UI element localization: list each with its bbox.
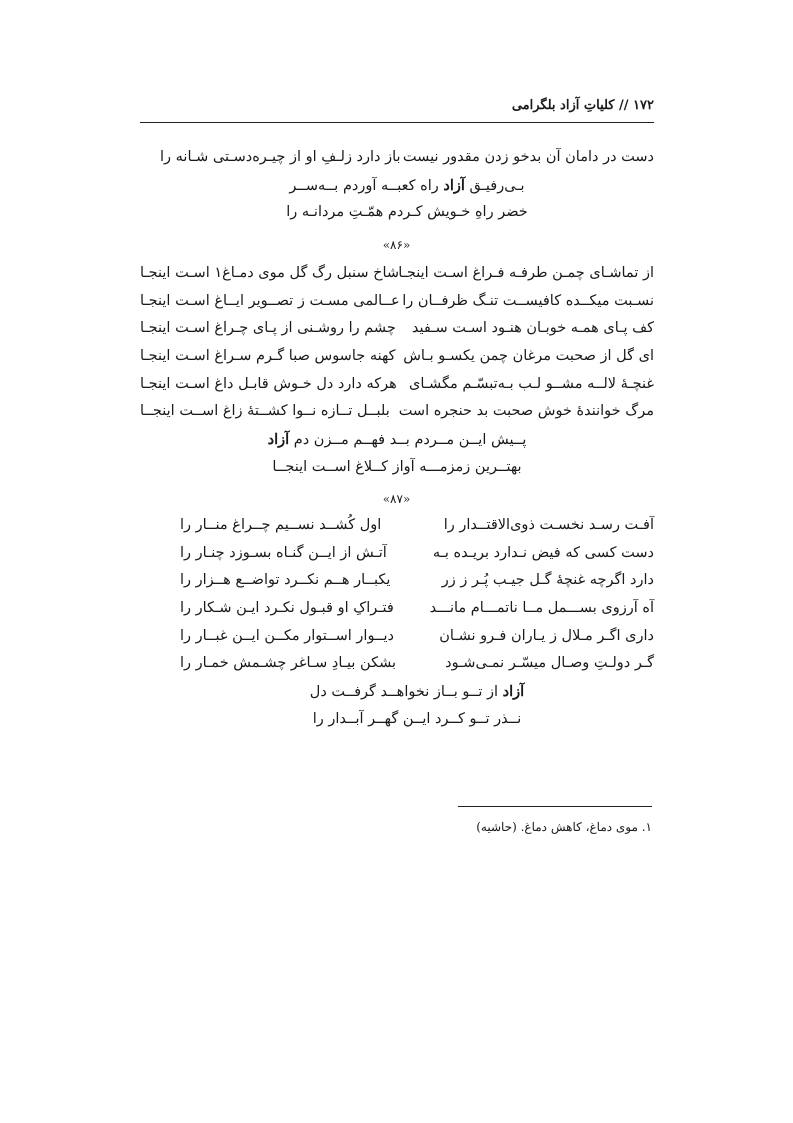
footnote-divider <box>458 806 652 807</box>
couplet <box>180 595 654 623</box>
second-hemistich: اول کُشــد نســیم چــراغ منــار را <box>180 517 382 533</box>
first-hemistich: مرگ خوانندهٔ خوش صحبت بد حنجره است <box>398 403 654 420</box>
first-hemistich: گـر دولـتِ وصـال میسّـر نمـی‌شـود <box>445 655 654 672</box>
second-hemistich: یکبــار هــم نکــرد تواضــع هــزار را <box>180 572 391 589</box>
first-hemistich: از تماشـای چمـن طرفـه فـراغ اسـت اینجـا <box>398 265 654 281</box>
first-hemistich: آه آرزوی بســـمل مــا ناتمـــام مانـــد <box>429 600 654 617</box>
second-hemistich: کهنه جاسوس صبا گـرم سـراغ اسـت اینجـا <box>140 348 396 365</box>
couplet <box>140 371 654 399</box>
page-header <box>140 92 654 123</box>
ghazal-86 <box>140 260 654 482</box>
second-hemistich: بلبــل تــازه نــوا کشــتهٔ زاغ اســت اینجــا <box>140 403 390 420</box>
second-hemistich: آتـش از ایــن گنـاه بسـوزد چنـار را <box>180 544 387 561</box>
first-hemistich: ای گل از صحبت مرغان چمن یکسـو بـاش <box>403 348 654 365</box>
second-hemistich: دیــوار اســتوار مکــن ایــن غبــار را <box>180 627 394 644</box>
first-hemistich: دست در دامان آن بدخو زدن مقدور نیست <box>402 149 654 165</box>
first-hemistich: کف پـای همـه خوبـان هنـود اسـت سـفید <box>411 320 654 337</box>
first-hemistich: داری اگـر مـلال ز یـاران فـرو نشـان <box>439 627 654 644</box>
couplet <box>180 540 654 568</box>
ghazal-number: «۸۶» <box>382 238 411 252</box>
couplet <box>180 512 654 540</box>
previous-ghazal-ending <box>160 144 654 227</box>
poet-name: آزاد <box>502 683 525 701</box>
couplet <box>180 623 654 651</box>
poet-name: آزاد <box>443 176 465 194</box>
closing-verse-line: خضر راهِ خـویش کـردم همّـتِ مردانـه را <box>286 204 528 221</box>
second-hemistich: هرکه دارد دل خـوش قابـل داغ اسـت اینجـا <box>140 375 397 392</box>
second-hemistich: عــالمی مسـت ز تصــویر ایــاغ اسـت اینجـا <box>140 292 400 309</box>
closing-verse-line: نــذر تــو کــرد ایــن گهــر آبــدار را <box>312 710 522 727</box>
closing-verse-line: پــیش ایــن مــردم بــد فهــم مــزن دم آزاد <box>267 431 527 449</box>
couplet <box>140 398 654 426</box>
couplet <box>160 144 654 172</box>
couplet <box>180 567 654 595</box>
couplet <box>140 343 654 371</box>
closing-verse-line: آزاد از تــو بــاز نخواهــد گرفــت دل <box>309 683 525 701</box>
first-hemistich: آفـت رسـد نخسـت ذوی‌الاقتــدار را <box>443 517 654 533</box>
first-hemistich: دست کسی که فیض نـدارد بریـده بـه <box>432 544 654 561</box>
couplet <box>140 315 654 343</box>
ghazal-number: «۸۷» <box>382 492 411 506</box>
second-hemistich: باز دارد زلـفِ او از چیـره‌دسـتی شـانه را <box>160 149 401 165</box>
ghazal-87 <box>180 512 654 734</box>
closing-verse-line: بهتــرین زمزمـــه آواز کــلاغ اســت اینجــا <box>272 458 522 475</box>
couplet <box>140 288 654 316</box>
second-hemistich: فتـراکِ او قبـول نکـرد ایـن شـکار را <box>180 600 394 617</box>
second-hemistich: چشم را روشـنی از پـای چـراغ اسـت اینجـا <box>140 320 396 337</box>
second-hemistich: شاخ سنبل رگ گل موی دمـاغ۱ اسـت اینجـا <box>140 265 400 281</box>
running-head: ۱۷۲ // کلیاتِ آزاد بلگرامی <box>511 98 654 113</box>
second-hemistich: بشکن بیـادِ سـاغر چشـمش خمـار را <box>180 655 397 672</box>
poet-name: آزاد <box>267 431 290 449</box>
first-hemistich: نسـبت میکــده کافیســت تنـگ ظرفــان را <box>402 292 654 309</box>
closing-verse-line: بـی‌رفیـق آزاد راه کعبــه آوردم بــه‌ســر <box>289 176 525 194</box>
couplet <box>140 260 654 288</box>
couplet <box>180 650 654 678</box>
footnote: ۱. موی دماغ، کاهش دماغ. (حاشیه) <box>476 820 652 834</box>
first-hemistich: دارد اگرچه غنچهٔ گـل جیـب پُـر ز زر <box>441 572 654 589</box>
first-hemistich: غنچـهٔ لالــه مشــو لـب بـه‌تبسّـم مگشـای <box>409 375 654 392</box>
